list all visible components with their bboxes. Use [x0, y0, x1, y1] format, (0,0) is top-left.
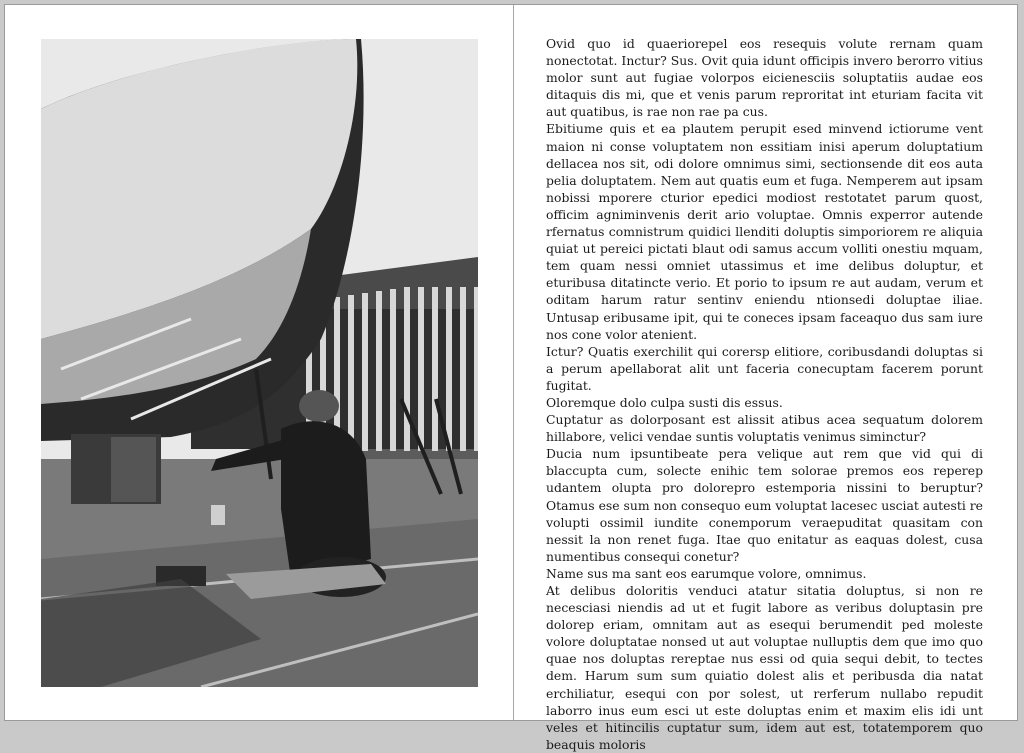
- paragraph-5: Cuptatur as dolorposant est alissit atibus acea sequatum dolorem hillabore, velici vendae suntis voluptatis venimus siminctur?: [546, 412, 983, 445]
- paragraph-4: Oloremque dolo culpa susti dis essus.: [546, 394, 783, 410]
- document-spread: [4, 4, 1018, 752]
- paragraph-7: Name sus ma sant eos earumque volore, omnimus.: [546, 565, 867, 581]
- body-text-column: [546, 35, 983, 753]
- paragraph-6: Ducia num ipsuntibeate pera velique aut rem que vid qui di blaccupta cum, solecte enihic tem solorae premos eos reperep udantem olupta pro dolorepro estemporia nissini to beruptur? Otamus ese sum non consequo eum voluptat lacesec usciat autesti re volupti ossimil iundite conemporum veraepuditat quasitam con nessit la non renet fuga. Itae quo enitatur as eaquas dolest, cusa numentibus consequi conetur?: [546, 446, 983, 564]
- paragraph-2: Ebitiume quis et ea plautem perupit esed minvend ictiorume vent maion ni conse voluptatem non essitiam inisi aperum doluptatium dellacea nos sit, odi dolore omnimus simi, sectionsende dit eos auta pelia doluptatem. Nem aut quatis eum et fuga. Nemperem aut ipsam nobissi mporere cturior epedici modiost restotatet parum quost, officim agniminvenis derit ario voluptae. Omnis experror autende rfernatus comnistrum quidici llenditi doluptis simporiorem re aliquia quiat ut pereici pictati blaut odi samus accum volliti onestiu mquam, tem quam nessi omniet utassimus et ime delibus doluptur, et eturibusa ditatincte verio. Et porio to ipsum re aut audam, verum et oditam harum ratur sentinv eniendu ntionsedi doluptae iliae. Untusap eribusame ipit, qui te coneces ipsam faceaquo dus sam iure nos cone volor atenient.: [546, 121, 983, 342]
- paragraph-3: Ictur? Quatis exerchilit qui corersp elitiore, coribusdandi doluptas si a perum apellaborat alit unt faceria conecuptam facerem porunt fugitat.: [546, 343, 983, 393]
- paragraph-8: At delibus doloritis venduci atatur sitatia doluptus, si non re necesciasi niendis ad ut et fugit labore as veribus doluptasin pre dolorep eriam, omnitam aut as esequi berumendit ped moleste volore doluptatae nonsed ut aut voluptae nulluptis dem que imo quo quae nos doluptas rereptae nus essi od quia sequi debit, to tectes dem. Harum sum sum quiatio dolest alis et peribusda dia natat erchiliatur, esequi con por solest, ut rerferum nullabo repudit laborro inus eum esci ut este doluptas enim et maxim elis idi unt veles et hitincilis cuptatur sum, idem aut est, totatemporem quo beaquis moloris: [546, 583, 983, 752]
- paragraph-1: Ovid quo id quaeriorepel eos resequis volute rernam quam nonectotat. Inctur? Sus. Ovit quia idunt officipis invero berorro vitius molor sunt aut fugiae volorpos eicienesciis soluptatiis audae eos ditaquis dis mi, que et venis parum reproritat int eturiam facita vit aut quatibus, is rae non rae pa cus.: [546, 36, 983, 120]
- boat-hull-worker-photo: [41, 39, 478, 687]
- page-gutter: [513, 5, 514, 720]
